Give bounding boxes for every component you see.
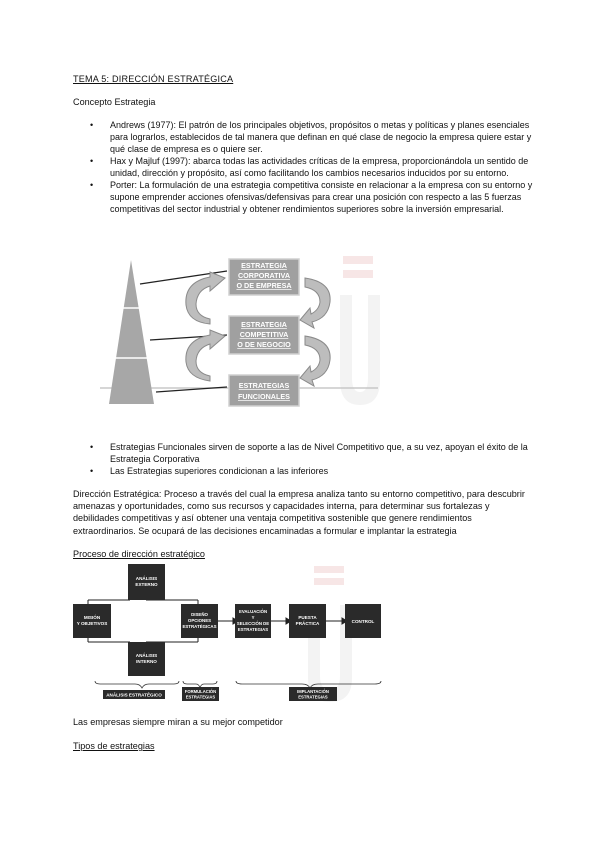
box-label: EXTERNO (135, 582, 158, 587)
list-item: • Estrategias Funcionales sirven de soporte a las de Nivel Competitivo que, a su vez, apoyan el éxito de la Estrategia Corporativa (90, 441, 535, 465)
box-label: ESTRATEGIA (241, 320, 287, 329)
section-heading-proceso: Proceso de dirección estratégico (73, 549, 205, 559)
phase-label: FORMULACIÓN (184, 689, 217, 694)
box-analisis-interno (128, 642, 165, 676)
box-label: CONTROL (351, 619, 375, 624)
notes-list (90, 441, 535, 477)
definitions-list (90, 119, 535, 215)
box-label: ESTRATÉGICAS (182, 624, 217, 629)
pyramid (109, 260, 154, 404)
list-item: • Andrews (1977): El patrón de los principales objetivos, propósitos o metas y políticas y planes esenciales para lograrlos, establecidos de tal manera que definan en qué clase de negocio la empresa quiere estar y qué clase de empresa es o quiere ser. (90, 119, 535, 155)
box-label: PRÁCTICA (295, 621, 320, 626)
box-label: ANÁLISIS (135, 576, 158, 581)
phase-label-analisis (103, 690, 165, 699)
curved-arrow-icon (300, 278, 330, 328)
list-item: • Las Estrategias superiores condicionan a las inferiores (90, 465, 535, 477)
section-heading-concepto: Concepto Estrategia (73, 97, 156, 107)
box-control (345, 604, 381, 638)
box-label: ESTRATEGIA (241, 261, 287, 270)
box-label: DISEÑO (191, 612, 208, 617)
watermark-logo (340, 256, 380, 405)
strategic-process-diagram (70, 560, 390, 705)
box-label: FUNCIONALES (238, 392, 290, 401)
box-label: O DE EMPRESA (236, 281, 292, 290)
box-mision (73, 604, 111, 638)
direccion-estrategica-paragraph: Dirección Estratégica: Proceso a través del cual la empresa analiza tanto su entorno competitivo, para descubrir amenazas y oportunidades, como sus recursos y capacidades interna, para determinar sus fortalezas y debilidades competitivas y así obtener una ventaja competitiva sostenible que genere rendimientos extraordinarios. Se ocupará de las decisiones encaminadas a formular e implantar la estrategia (73, 489, 525, 536)
box-label: MISIÓN (83, 615, 101, 620)
box-label: INTERNO (136, 659, 157, 664)
box-label: ESTRATEGIAS (238, 381, 290, 390)
strategy-pyramid-diagram (100, 250, 380, 410)
box-competitiva (229, 316, 299, 354)
list-item: • Porter: La formulación de una estrategia competitiva consiste en relacionar a la empresa con su entorno y supone emprender acciones ofensivas/defensivas para crear una posición con respecto a las 5 fuerzas competitivas del sector industrial y obtener rendimientos superiores sobre la inversión empresarial. (90, 179, 535, 215)
list-item: • Hax y Majluf (1997): abarca todas las actividades críticas de la empresa, proporcionándola un sentido de unidad, dirección y propósito, así como facilitando los cambios necesarios inducidos por su entorno. (90, 155, 535, 179)
box-analisis-externo (128, 564, 165, 600)
box-label: Y OBJETIVOS (76, 621, 108, 626)
competitor-note: Las empresas siempre miran a su mejor competidor (73, 717, 283, 727)
phase-label: ANÁLISIS ESTRATÉGICO (106, 692, 162, 698)
box-evaluacion (235, 604, 271, 638)
box-label: PUESTA (298, 615, 317, 620)
phase-label-formulacion (182, 687, 219, 701)
box-label: ANÁLISIS (135, 653, 158, 658)
box-label: Y (251, 615, 255, 620)
box-label: SELECCIÓN DE (236, 621, 270, 626)
box-label: OPCIONES (187, 618, 212, 623)
box-corporativa (229, 259, 299, 295)
box-diseno (181, 604, 218, 638)
box-puesta-practica (289, 604, 326, 638)
phase-label: IMPLANTACIÓN (297, 689, 329, 694)
box-label: CORPORATIVA (237, 271, 291, 280)
phase-label: ESTRATEGIAS (298, 694, 328, 700)
phase-label: ESTRATEGIAS (185, 694, 216, 700)
box-label: ESTRATEGIAS (237, 627, 269, 632)
curved-arrow-icon (300, 336, 330, 386)
page-title: TEMA 5: DIRECCIÓN ESTRATÉGICA (73, 74, 234, 84)
box-label: COMPETITIVA (239, 330, 289, 339)
section-heading-tipos: Tipos de estrategias (73, 741, 155, 751)
curved-arrow-icon (186, 272, 225, 324)
phase-label-implantacion (289, 687, 337, 701)
box-label: O DE NEGOCIO (237, 340, 291, 349)
box-funcionales (229, 375, 299, 406)
box-label: EVALUACIÓN (238, 609, 268, 614)
